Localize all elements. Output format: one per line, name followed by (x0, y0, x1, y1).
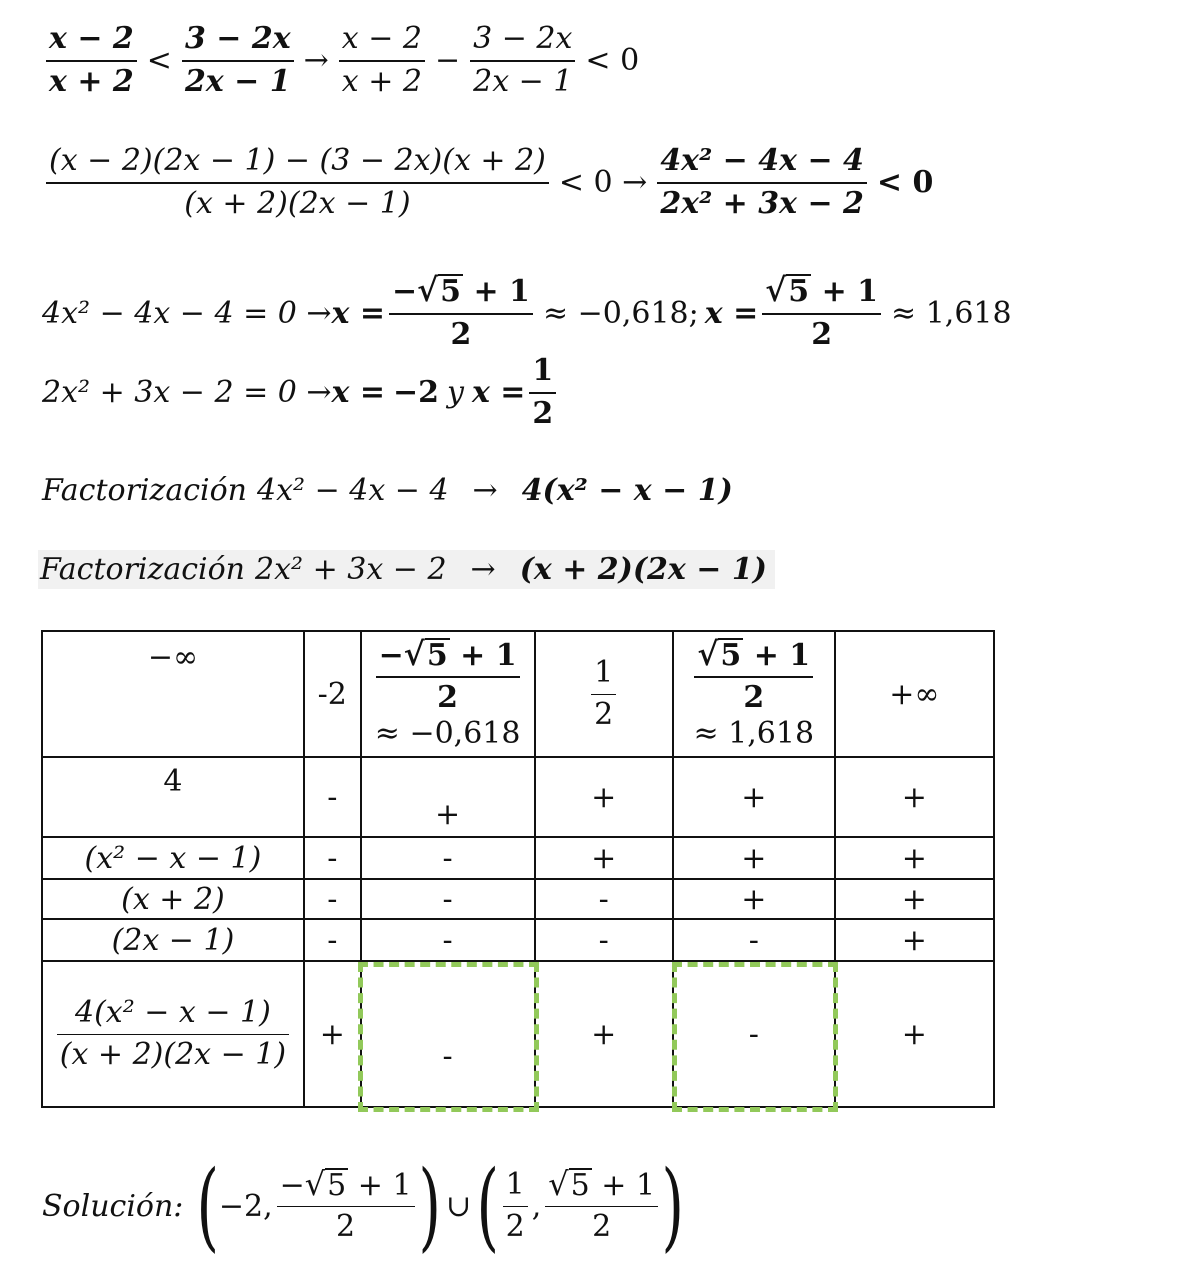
sqrt-symbol: √ 5 (403, 634, 448, 673)
half-fraction: $\frac{1}{2}$ (529, 354, 556, 431)
sign-cell: + (835, 837, 994, 879)
root-fraction-2: √ 5 + 1 2 (762, 274, 881, 352)
sign-cell: + (673, 879, 835, 919)
sign-cell: - (361, 919, 535, 961)
sign-cell: + (535, 961, 673, 1107)
root1-header-cell: − √ 5 + 1 2 ≈ −0,618 (361, 631, 535, 757)
solution-line: Solución: ( −2, − √ 5 + 1 2 ) ∪ ( $\frac{1}{2}$ , √ 5 + 1 2 ) (42, 1150, 684, 1262)
sqrt-symbol: √ 5 (304, 1164, 347, 1203)
inequality-line-1: $\frac{x - 2}{x + 2}$ < $\frac{3 - 2x}{2x - 1}$ → $\frac{x - 2}{x + 2}$ − $\frac{3 - 2x}{2x - 1}$ < 0 (42, 22, 645, 99)
sign-cell: + (361, 757, 535, 837)
roots-denominator-line: 2x² + 3x − 2 = 0 → x = −2 y x = $\frac{1}{2}$ (42, 354, 560, 431)
sqrt-symbol: √ 5 (697, 634, 742, 673)
sign-cell: - (304, 879, 361, 919)
sign-cell: + (835, 919, 994, 961)
sign-cell: + (535, 757, 673, 837)
simplified-fraction: $\frac{\text{4x² − 4x − 4}}{\text{2x² + 3x − 2}}$ (657, 144, 867, 221)
fraction-b: $\frac{3 - 2x}{2x - 1}$ (182, 22, 294, 99)
root2-header-cell: √ 5 + 1 2 ≈ 1,618 (673, 631, 835, 757)
row-label: (2x − 1) (42, 919, 304, 961)
sqrt-symbol: √ 5 (417, 271, 462, 309)
sign-cell: + (835, 879, 994, 919)
inequality-line-2: $\frac{(x - 2)(2x - 1) - (3 - 2x)(x + 2)}{(x + 2)(2x - 1)}$ < 0 → $\frac{\text{4x² − 4x − 4}}{\text{2x² + 3x − 2}}$ < 0 (42, 144, 939, 221)
sign-cell: - (361, 837, 535, 879)
sign-cell: - (361, 961, 535, 1107)
sign-cell: + (835, 961, 994, 1107)
row-label: (x + 2) (42, 879, 304, 919)
solution-fraction-1: − √ 5 + 1 2 (277, 1168, 415, 1245)
row-label: (x² − x − 1) (42, 837, 304, 879)
root-fraction-1: − √ 5 + 1 2 (389, 274, 533, 352)
sign-table (41, 630, 995, 1108)
sign-cell: + (304, 961, 361, 1107)
sqrt-symbol: √ 5 (765, 271, 810, 309)
table-row (42, 837, 994, 879)
fraction-c: $\frac{x - 2}{x + 2}$ (339, 22, 425, 99)
half-header-cell: $\frac{1}{2}$ (535, 631, 673, 757)
sign-cell: + (835, 757, 994, 837)
neg-infinity-cell: −∞ (42, 631, 304, 757)
sign-cell: - (673, 961, 835, 1107)
sign-cell: + (535, 837, 673, 879)
table-row (42, 919, 994, 961)
result-row (42, 961, 994, 1107)
combined-fraction: $\frac{(x - 2)(2x - 1) - (3 - 2x)(x + 2)}{(x + 2)(2x - 1)}$ (46, 144, 549, 221)
sign-cell: - (304, 919, 361, 961)
sign-cell: - (361, 879, 535, 919)
table-header-row (42, 631, 994, 757)
table-row (42, 879, 994, 919)
table-row (42, 757, 994, 837)
sign-cell: - (304, 837, 361, 879)
sqrt-symbol: √ 5 (548, 1164, 590, 1203)
sign-cell: - (535, 919, 673, 961)
factorization-denominator: Factorización 2x² + 3x − 2 → (x + 2)(2x − 1) (38, 550, 775, 589)
sign-cell: + (673, 757, 835, 837)
sign-cell: + (673, 837, 835, 879)
solution-fraction-2: √ 5 + 1 2 (545, 1168, 658, 1245)
sign-cell: - (673, 919, 835, 961)
result-label: $\frac{\text{4(x² − x − 1)}}{(x + 2)(2x - 1)}$ (42, 961, 304, 1107)
sign-cell: - (535, 879, 673, 919)
factorization-numerator: Factorización 4x² − 4x − 4 → 4(x² − x − 1) (42, 473, 733, 508)
minus-two-cell: -2 (304, 631, 361, 757)
roots-numerator-line: 4x² − 4x − 4 = 0 → x = − √ 5 + 1 2 ≈ −0,618; x = √ 5 + 1 2 ≈ 1,618 (42, 271, 1012, 352)
sign-cell: - (304, 757, 361, 837)
solution-half: $\frac{1}{2}$ (503, 1168, 528, 1244)
pos-infinity-cell: +∞ (835, 631, 994, 757)
fraction-a: $\frac{x - 2}{x + 2}$ (46, 22, 137, 99)
row-label: 4 (42, 757, 304, 837)
fraction-d: $\frac{3 - 2x}{2x - 1}$ (470, 22, 575, 99)
